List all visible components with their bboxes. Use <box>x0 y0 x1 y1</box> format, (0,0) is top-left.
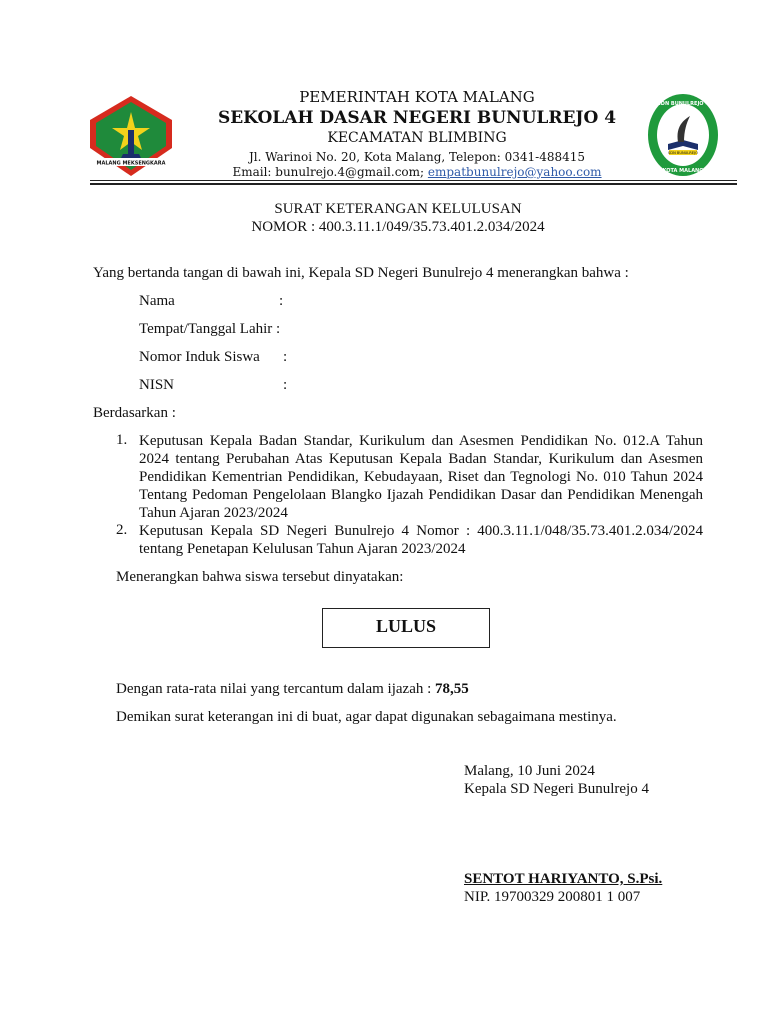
header-address: Jl. Warinoi No. 20, Kota Malang, Telepon: 0341-488415 <box>248 150 586 164</box>
header-divider-thick <box>90 183 737 185</box>
email-link[interactable]: empatbunulrejo@yahoo.com <box>427 165 602 179</box>
document-number: NOMOR : 400.3.11.1/049/35.73.401.2.034/2024 <box>251 219 545 235</box>
based-on-label: Berdasarkan : <box>93 405 176 421</box>
declare-paragraph: Menerangkan bahwa siswa tersebut dinyatakan: <box>116 569 404 585</box>
closing-paragraph: Demikan surat keterangan ini di buat, agar dapat digunakan sebagaimana mestinya. <box>116 709 617 725</box>
document-title: SURAT KETERANGAN KELULUSAN <box>274 201 522 217</box>
kota-malang-logo <box>88 94 174 178</box>
reference-number-1: 1. <box>116 432 128 448</box>
header-government: PEMERINTAH KOTA MALANG <box>299 88 535 106</box>
signature-nip: NIP. 19700329 200801 1 007 <box>464 889 641 905</box>
left-logo-text: MALANG MEKSENGKARA <box>96 160 166 167</box>
signature-place-date: Malang, 10 Juni 2024 <box>464 763 595 779</box>
reference-number-2: 2. <box>116 522 128 538</box>
field-label-nis: Nomor Induk Siswa <box>139 349 260 365</box>
right-logo-text-bottom: KOTA MALANG <box>662 168 704 174</box>
header-email <box>200 165 634 179</box>
right-logo-banner: SDN BUNULREJO <box>668 151 698 155</box>
reference-item-2: Keputusan Kepala SD Negeri Bunulrejo 4 Nomor : 400.3.11.1/048/35.73.401.2.034/2024 tentang Penetapan Kelulusan Tahun Ajaran 2023/2024 <box>139 523 703 557</box>
signature-position: Kepala SD Negeri Bunulrejo 4 <box>464 781 649 797</box>
header-district: KECAMATAN BLIMBING <box>327 130 507 146</box>
average-label: Dengan rata-rata nilai yang tercantum dalam ijazah : <box>116 681 436 697</box>
email-label: Email: bunulrejo.4@gmail.com; <box>232 165 428 179</box>
school-logo <box>646 92 720 178</box>
field-colon: : <box>279 293 284 309</box>
field-label-ttl: Tempat/Tanggal Lahir : <box>139 321 281 337</box>
average-value: 78,55 <box>435 681 469 697</box>
reference-item-1: Keputusan Kepala Badan Standar, Kurikulum dan Asesmen Pendidikan No. 012.A Tahun 2024 tentang Perubahan Atas Keputusan Kepala Badan Standar, Kurikulum dan Asesmen Pendidikan Kementrian Pendidikan, Kebudayaan, Riset dan Tegnologi No. 010 Tahun 2024 Tentang Pedoman Pengelolaan Blangko Ijazah Pendidikan Dasar dan Pendidikan Menengah Tahun Ajaran 2023/2024 <box>139 433 703 521</box>
right-logo-text-top: SDN BUNULREJO 4 <box>657 101 709 107</box>
average-paragraph <box>116 681 469 698</box>
field-label-nisn: NISN <box>139 377 175 393</box>
field-label-nama: Nama <box>139 293 175 309</box>
graduation-status-box <box>322 608 490 648</box>
field-colon: : <box>283 349 288 365</box>
field-colon: : <box>283 377 288 393</box>
graduation-status: LULUS <box>375 616 437 636</box>
header-school-name: SEKOLAH DASAR NEGERI BUNULREJO 4 <box>217 108 617 128</box>
intro-paragraph: Yang bertanda tangan di bawah ini, Kepala SD Negeri Bunulrejo 4 menerangkan bahwa : <box>93 265 629 281</box>
header-divider-thin <box>90 180 737 181</box>
signature-name: SENTOT HARIYANTO, S.Psi. <box>464 871 663 887</box>
